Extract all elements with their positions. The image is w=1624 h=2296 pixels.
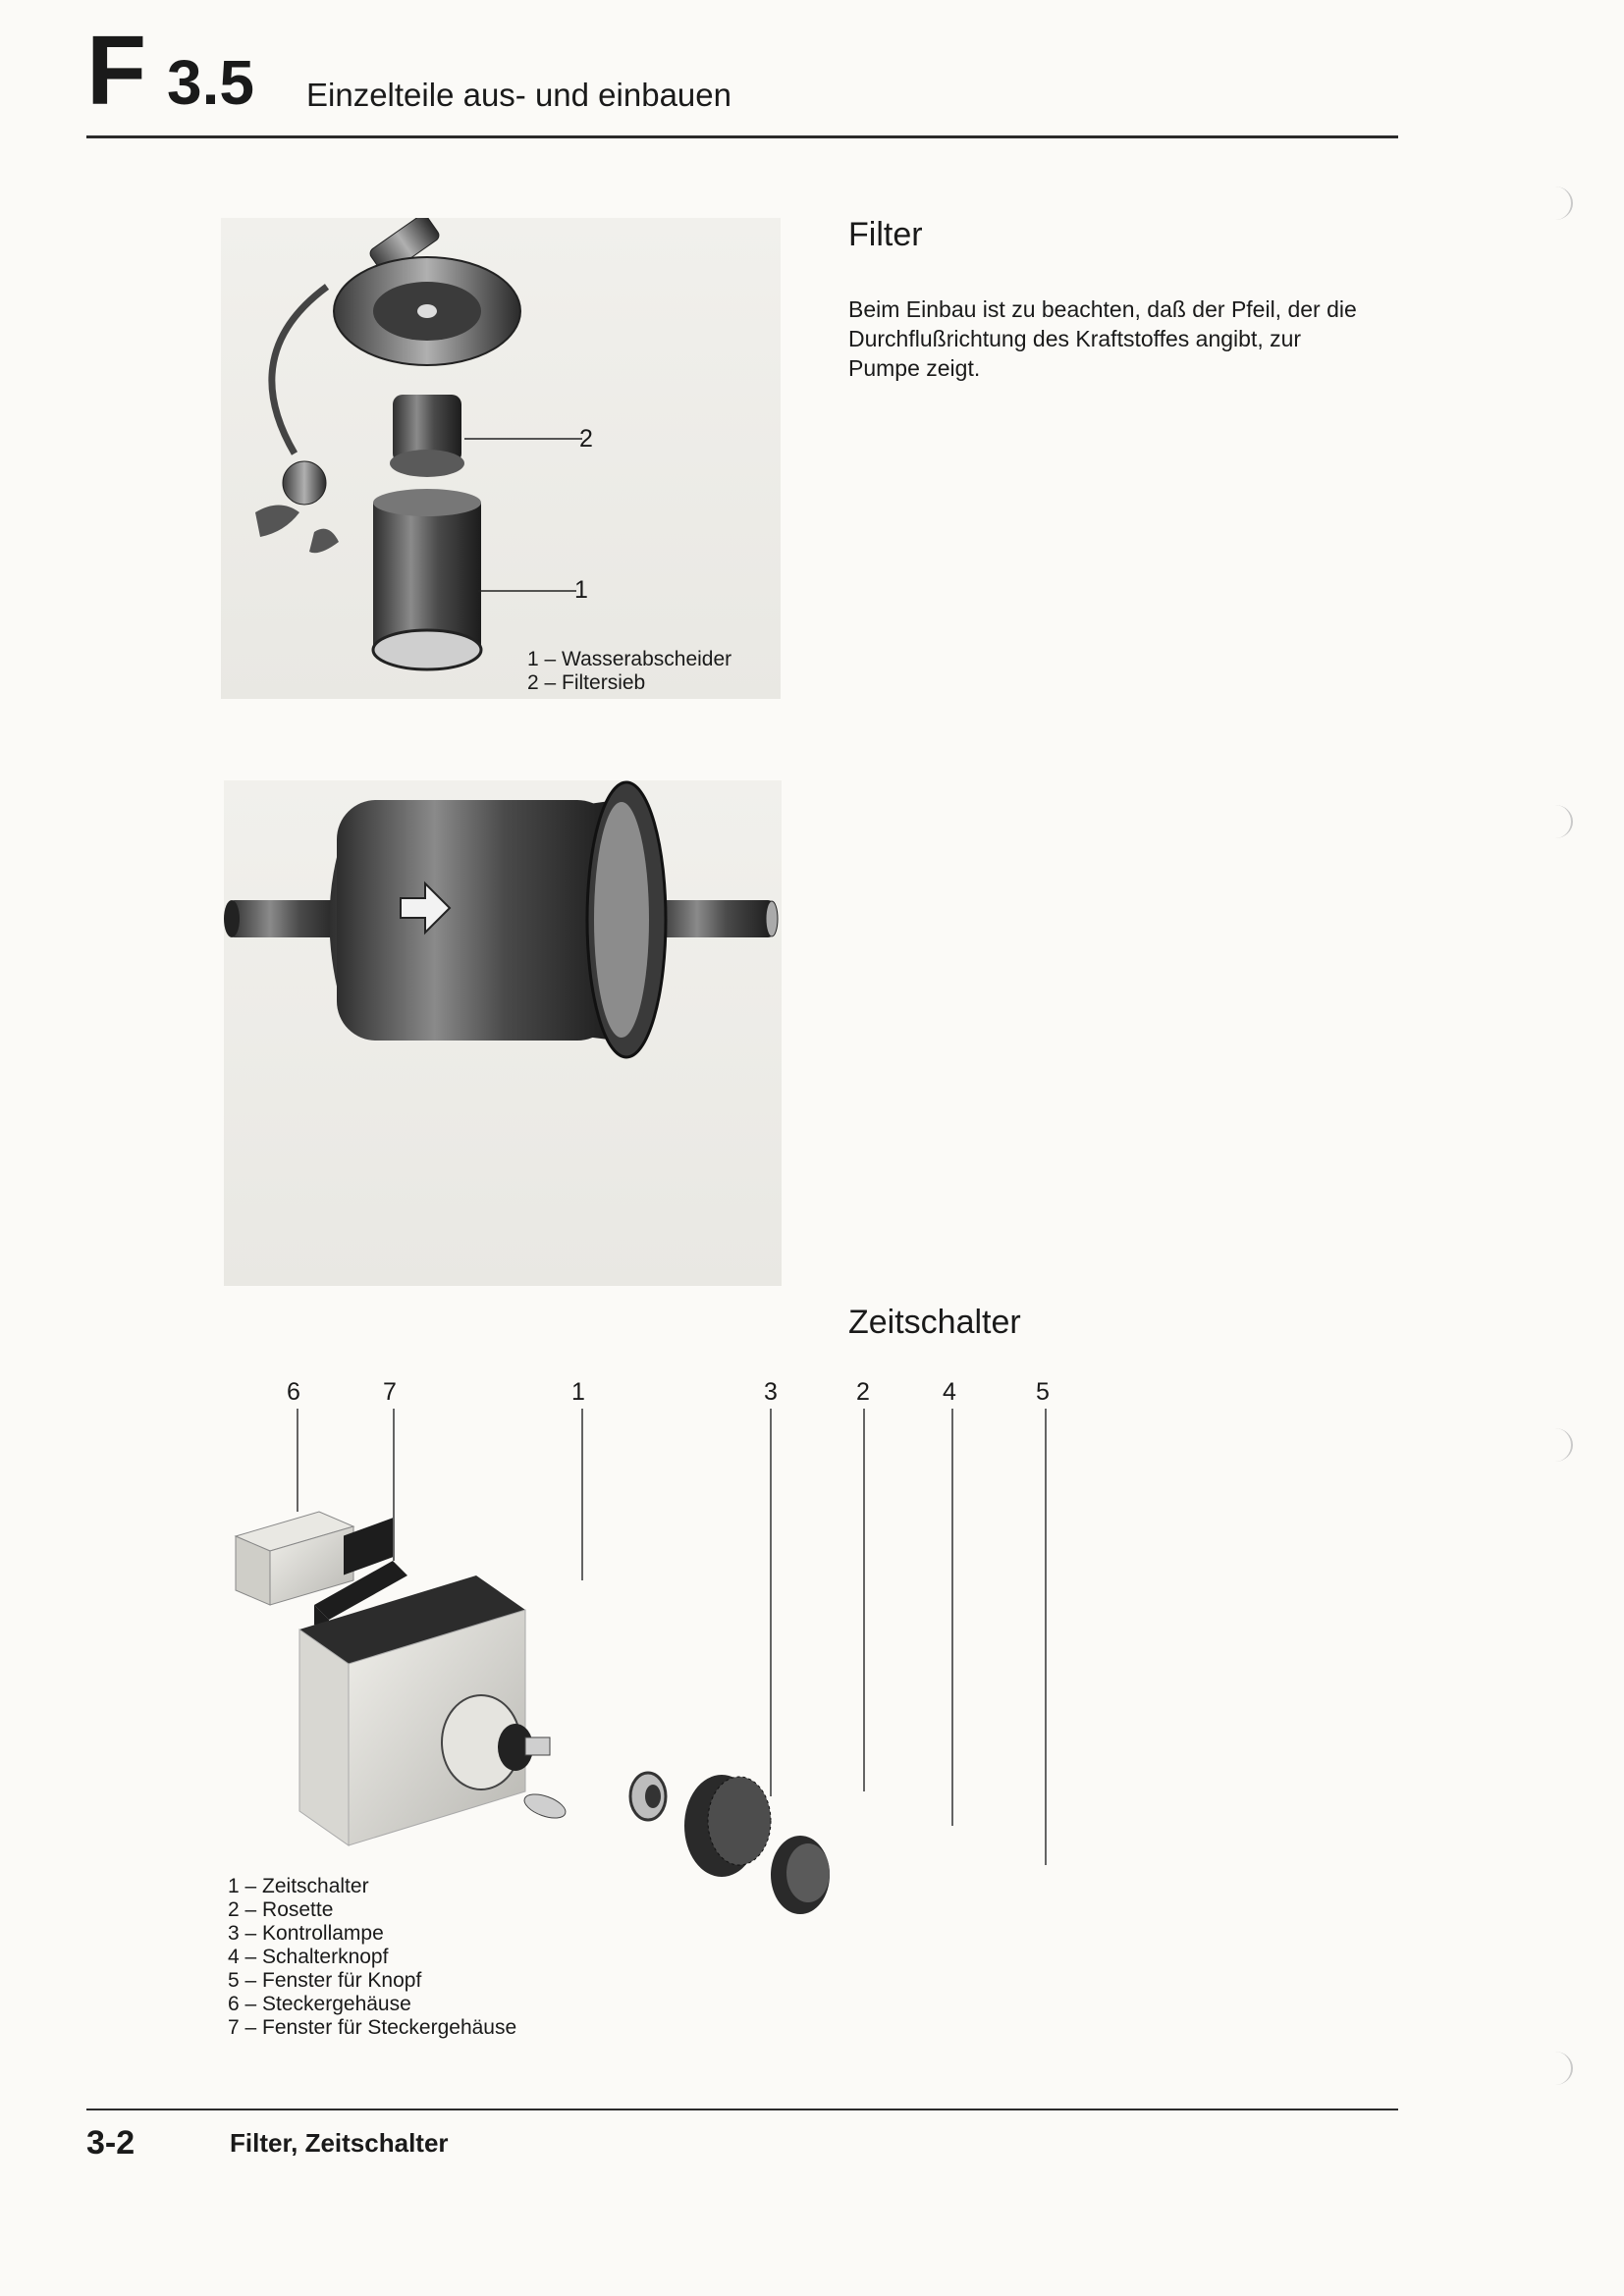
legend-item: 5 – Fenster für Knopf (228, 1969, 422, 1992)
zeitschalter-legend (228, 1875, 516, 2040)
figure1-legend (527, 648, 731, 695)
callout-5: 5 (1036, 1378, 1050, 1406)
punch-hole-mark (1538, 187, 1573, 220)
callout-4: 4 (943, 1378, 956, 1406)
callout-2: 2 (579, 425, 593, 453)
legend-item: 6 – Steckergehäuse (228, 1993, 411, 2015)
legend-item: 2 – Rosette (228, 1898, 334, 1921)
punch-hole-mark (1538, 1428, 1573, 1462)
callout-6: 6 (287, 1378, 300, 1406)
legend-item: 4 – Schalterknopf (228, 1946, 389, 1968)
fuel-filter-illustration (224, 780, 782, 1286)
callout-3: 3 (764, 1378, 778, 1406)
section-number: 3.5 (167, 47, 254, 118)
filter-heading: Filter (848, 216, 923, 253)
water-separator-illustration (221, 218, 781, 699)
filter-instruction: Beim Einbau ist zu beachten, daß der Pfeil, der die Durchflußrichtung des Kraftstoffes angibt, zur Pumpe zeigt. (848, 296, 1357, 381)
page-number: 3-2 (86, 2124, 135, 2162)
fuel-filter-photo (224, 780, 782, 1286)
footer-title: Filter, Zeitschalter (230, 2128, 449, 2158)
header-rule (86, 135, 1398, 138)
footer-rule (86, 2109, 1398, 2110)
legend-item: 2 – Filtersieb (527, 671, 646, 694)
zeitschalter-heading: Zeitschalter (848, 1304, 1021, 1341)
callout-1: 1 (571, 1378, 585, 1406)
callout-1: 1 (574, 576, 588, 604)
callout-7: 7 (383, 1378, 397, 1406)
page-title: Einzelteile aus- und einbauen (306, 77, 731, 113)
punch-hole-mark (1538, 2052, 1573, 2085)
callout-2: 2 (856, 1378, 870, 1406)
legend-item: 7 – Fenster für Steckergehäuse (228, 2016, 517, 2039)
legend-item: 3 – Kontrollampe (228, 1922, 384, 1945)
water-separator-photo (221, 218, 781, 699)
section-letter: F (86, 16, 145, 126)
legend-item: 1 – Wasserabscheider (527, 648, 732, 670)
legend-item: 1 – Zeitschalter (228, 1875, 369, 1897)
punch-hole-mark (1538, 805, 1573, 838)
